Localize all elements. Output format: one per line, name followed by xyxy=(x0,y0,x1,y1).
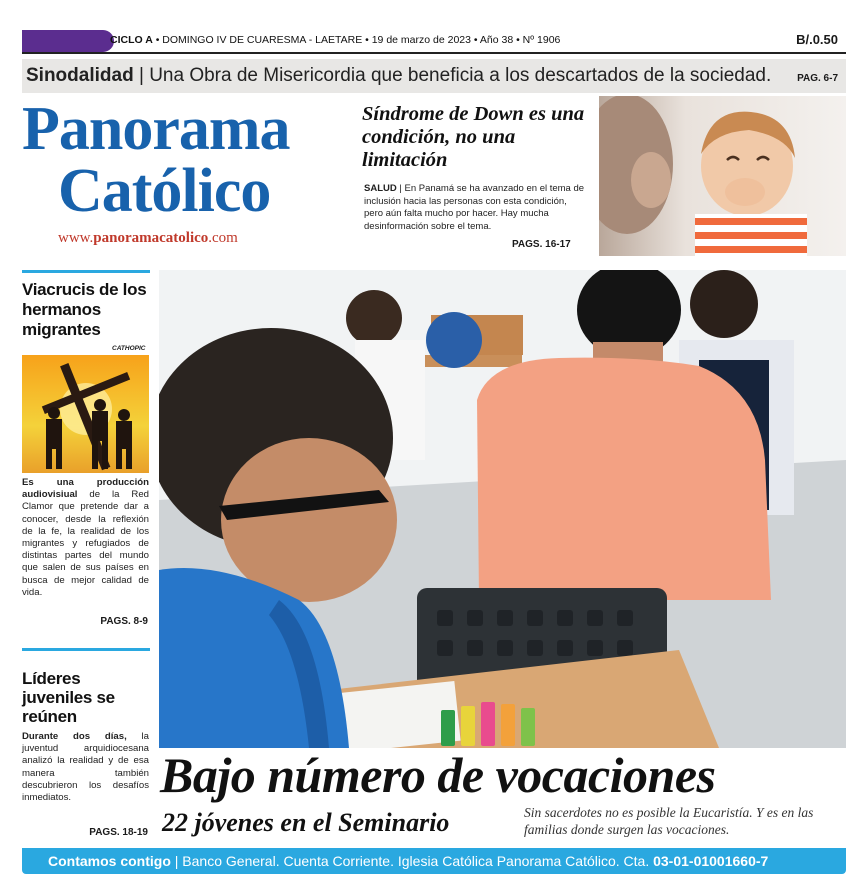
baby-photo xyxy=(599,96,846,256)
banner-text xyxy=(26,65,771,87)
youth-leaders-pages: PAGS. 18-19 xyxy=(89,827,148,838)
liturgical-cycle: CICLO A xyxy=(110,34,153,46)
migrants-pages: PAGS. 8-9 xyxy=(100,616,148,627)
masthead-line-2: Católico xyxy=(58,157,271,225)
youth-leaders-lead: Durante dos días, xyxy=(22,731,127,742)
donation-text xyxy=(48,853,768,869)
down-syndrome-summary xyxy=(364,183,586,233)
issue-info-bar xyxy=(22,30,846,54)
photo-credit: CATHOPIC xyxy=(112,345,146,352)
main-headline[interactable]: Bajo número de vocaciones xyxy=(160,747,716,803)
down-syndrome-text: | En Panamá se ha avanzado en el tema de inclusión hacia las personas con esta condición, pero aún falta mucho por hacer. Hay mucha desinformación sobre el tema. xyxy=(364,183,585,232)
masthead-line-1: Panorama xyxy=(22,95,290,163)
site-prefix: www. xyxy=(58,230,94,246)
youth-leaders-headline[interactable]: Líderes juveniles se reúnen xyxy=(22,669,115,726)
migrants-text: de la Red Clamor que pretende dar a conocer, desde la reflexión de la fe, la realidad de los migrantes y refugiados de distintas partes del mundo que salen de sus países en busca de mejor calidad de vida. xyxy=(22,489,149,598)
banner-label: Sinodalidad xyxy=(26,65,134,86)
banner-teaser: Una Obra de Misericordia que beneficia a los descartados de la sociedad. xyxy=(149,65,772,86)
main-subheadline: 22 jóvenes en el Seminario xyxy=(162,808,450,837)
youth-leaders-summary xyxy=(22,731,149,804)
migrants-lead: Es una producción audiovisiual xyxy=(22,477,149,501)
migrants-headline[interactable]: Viacrucis de los hermanos migrantes xyxy=(22,280,147,339)
site-name: panoramacatolico xyxy=(93,230,209,246)
down-syndrome-headline[interactable]: Síndrome de Down es una condición, no una limitación xyxy=(362,103,585,171)
youth-leaders-text: la juventud arquidiocesana analizó la realidad y de esa manera también descubrieron los desafíos inmediatos. xyxy=(22,731,150,804)
issue-info xyxy=(110,34,560,46)
purple-tab xyxy=(22,30,114,52)
issue-details: • DOMINGO IV DE CUARESMA - LAETARE • 19 de marzo de 2023 • Año 38 • Nº 1906 xyxy=(152,34,561,46)
seminary-classroom-photo xyxy=(159,270,846,748)
main-deck: Sin sacerdotes no es posible la Eucaristía. Y es en las familias donde surgen las vocaciones. xyxy=(524,805,814,837)
sinodalidad-banner[interactable] xyxy=(22,59,846,93)
migrants-summary xyxy=(22,477,149,599)
banner-separator: | xyxy=(133,65,150,86)
section-label: SALUD xyxy=(364,183,397,194)
site-suffix: .com xyxy=(208,230,238,246)
issue-price: B/.0.50 xyxy=(796,32,838,47)
down-syndrome-pages: PAGS. 16-17 xyxy=(512,239,571,250)
donation-label: Contamos contigo xyxy=(48,853,171,869)
donation-footer xyxy=(22,848,846,874)
sidebar-rule-top xyxy=(22,270,150,273)
viacrucis-photo xyxy=(22,355,149,473)
website-link[interactable] xyxy=(58,230,238,247)
banner-pages: PAG. 6-7 xyxy=(797,73,838,84)
account-number: 03-01-01001660-7 xyxy=(653,853,769,869)
donation-details: | Banco General. Cuenta Corriente. Iglesia Católica Panorama Católico. Cta. xyxy=(170,853,654,869)
sidebar-rule-middle xyxy=(22,648,150,651)
